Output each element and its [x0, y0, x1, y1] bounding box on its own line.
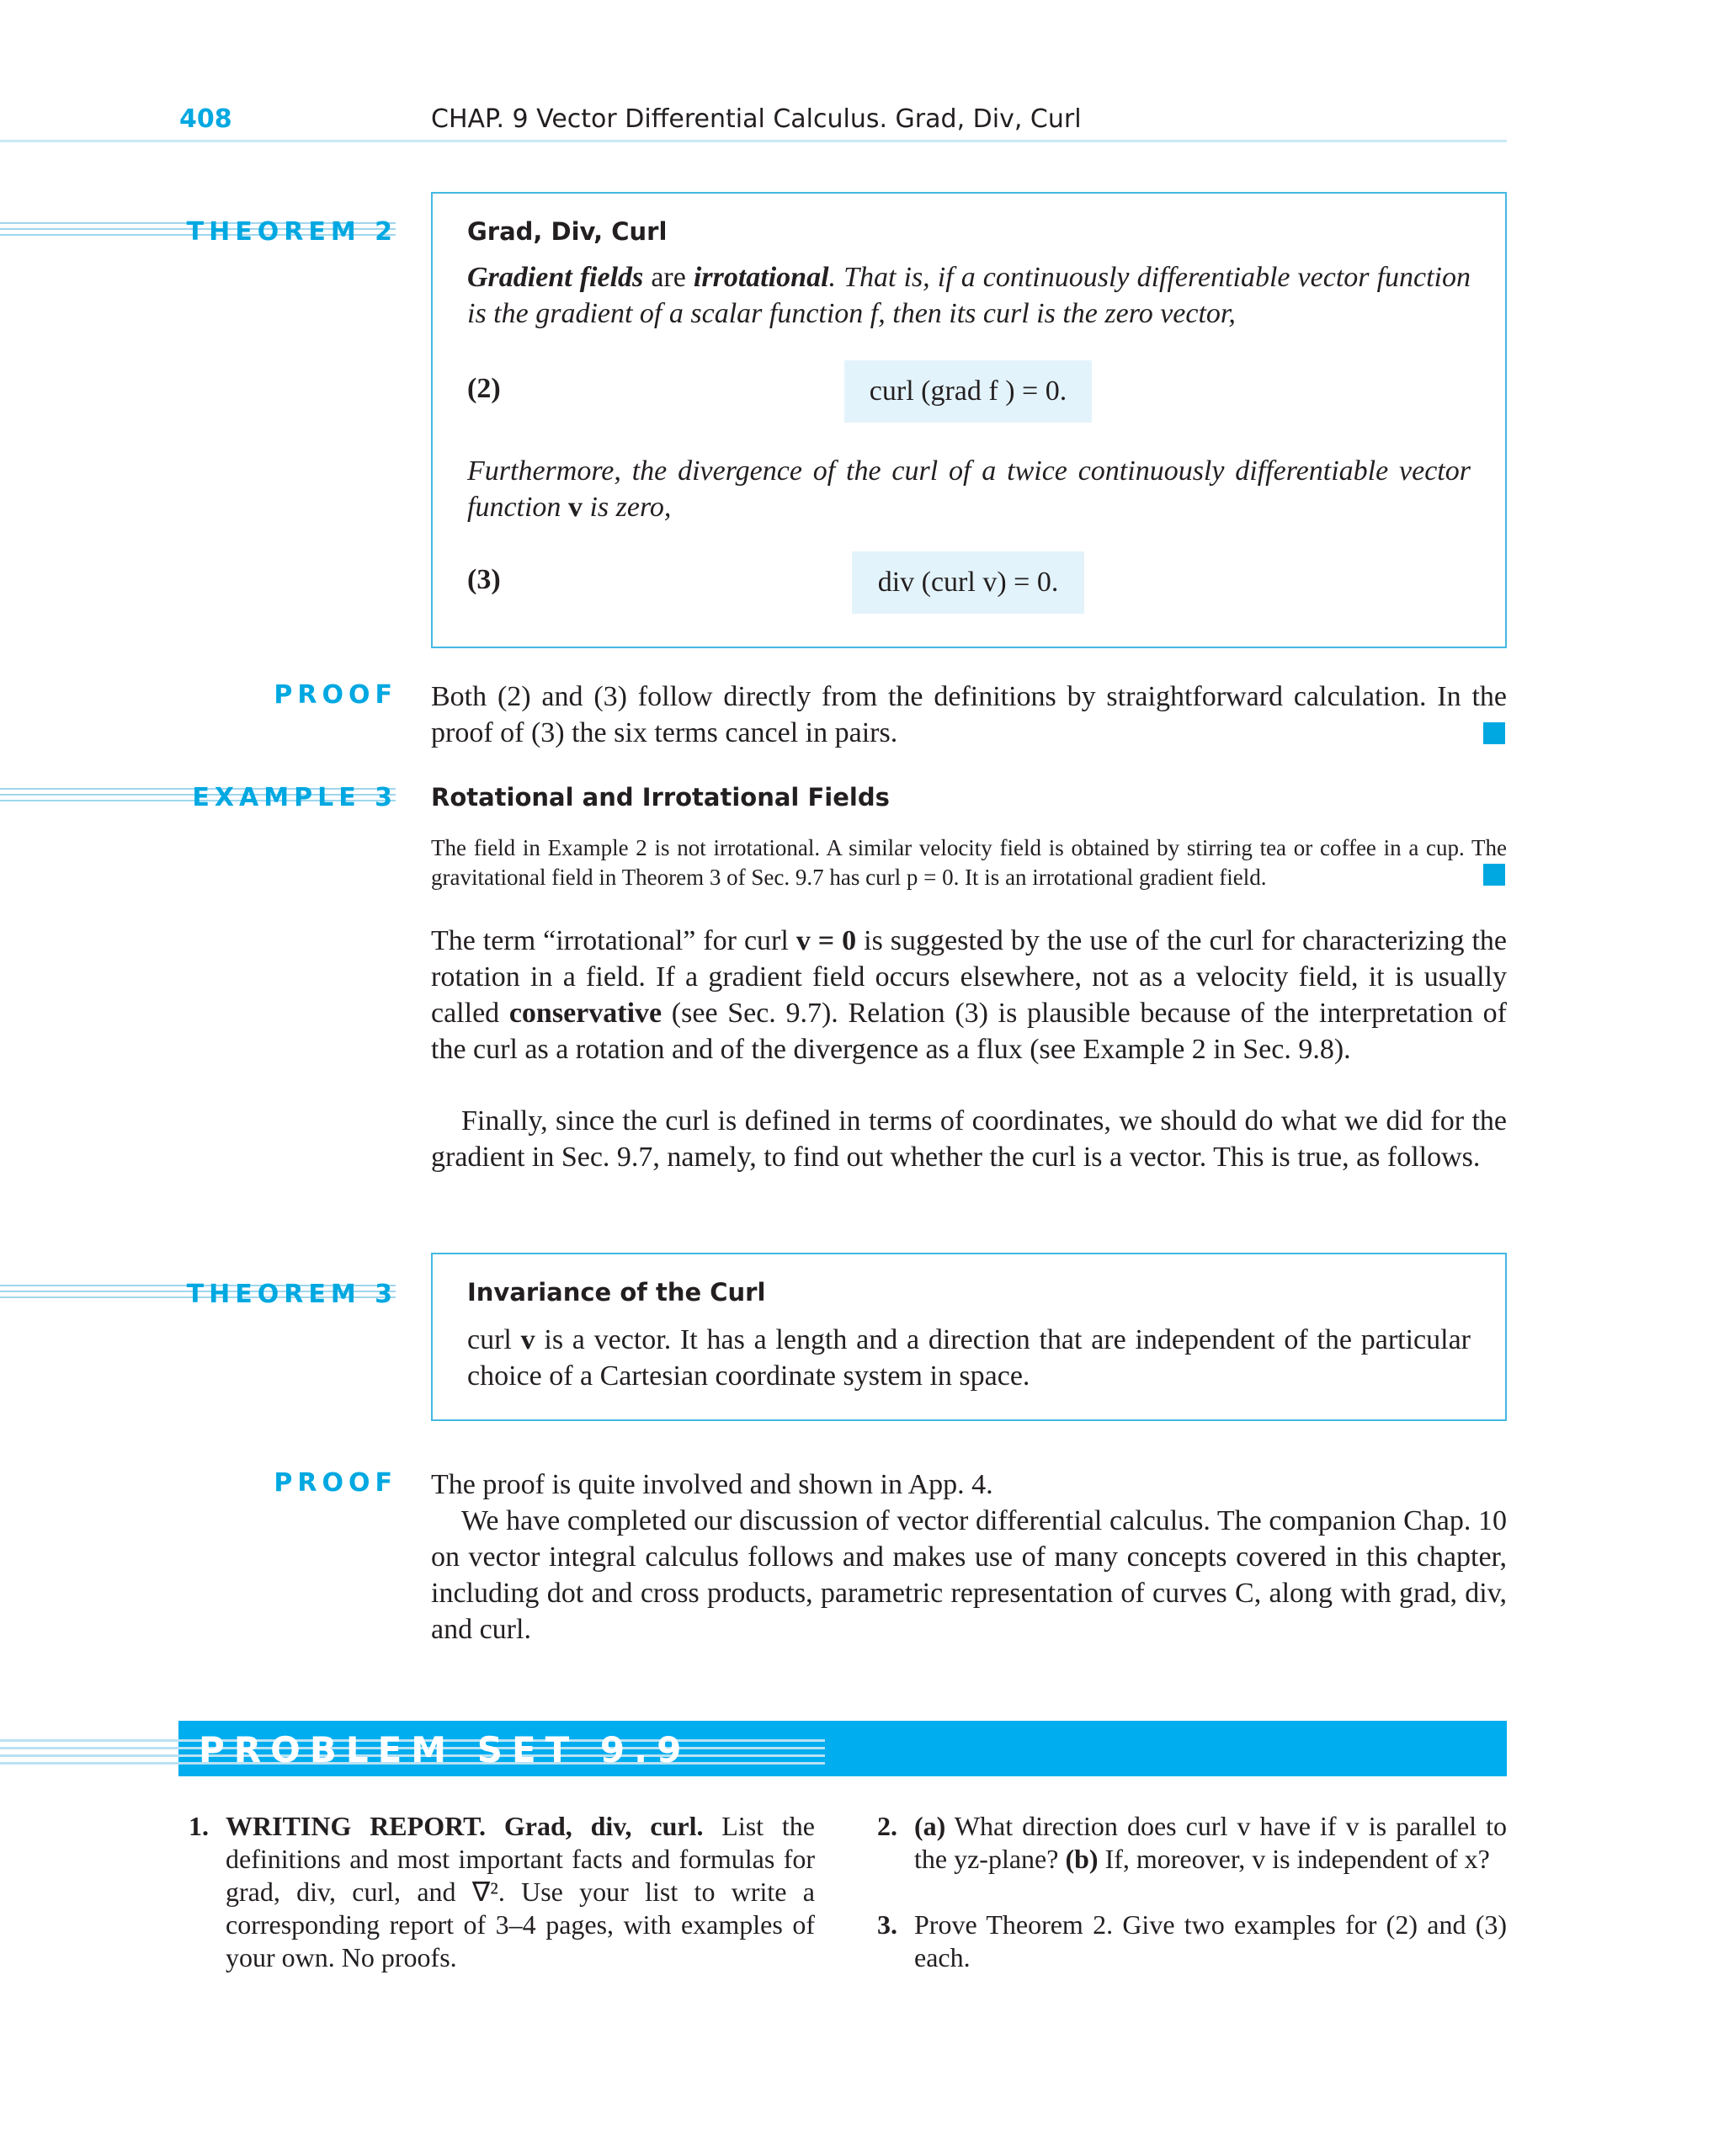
theorem2-statement-2 — [467, 453, 1471, 525]
vector-v: v — [567, 492, 583, 523]
theorem2-text1: . That is, if a continuously differentiable vector function is the gradient of a scalar function f, then its curl is the zero vector, — [467, 262, 1471, 329]
problem-1 — [189, 1810, 815, 1974]
proof2-text-2: We have completed our discussion of vector differential calculus. The companion Chap. 10 on vector integral calculus follows and makes use of many concepts covered in this chapter, including dot and cross products, parametric representation of curves C, along with grad, div, and curl. — [431, 1505, 1507, 1645]
problem-3-text: Prove Theorem 2. Give two examples for (2) and (3) each. — [914, 1909, 1507, 1972]
theorem2-text2a: Furthermore, the divergence of the curl of a twice continuously differentiable vector function — [467, 455, 1471, 523]
running-header: CHAP. 9 Vector Differential Calculus. Grad, Div, Curl — [431, 104, 1082, 134]
theorem2-label: THEOREM 2 — [186, 217, 397, 247]
proof1-label: PROOF — [274, 680, 397, 710]
problem-1-text: List the definitions and most important facts and formulas for grad, div, curl, and ∇². Use your list to write a corresponding report of 3–4 pages, with examples of your own. No proofs. — [226, 1811, 815, 1972]
problem-2-text-2: If, moreover, v is independent of x? — [1098, 1844, 1490, 1874]
theorem2-text2b: is zero, — [582, 492, 672, 523]
theorem3-text-b: is a vector. It has a length and a direction that are independent of the particular choice of a Cartesian coordinate system in space. — [467, 1324, 1471, 1392]
qed-square-2 — [1483, 864, 1505, 886]
header-rule — [0, 140, 1507, 142]
body1-text-b: is suggested by the use of the curl for characterizing the rotation in a field. If a gradient field occurs elsewhere, not as a velocity field, it is usually called — [431, 925, 1507, 1029]
body1-text-a: The term “irrotational” for curl — [431, 925, 796, 956]
page-number: 408 — [179, 104, 232, 134]
example3-text: The field in Example 2 is not irrotational. A similar velocity field is obtained by stirring tea or coffee in a cup. The gravitational field in Theorem 3 of Sec. 9.7 has curl p = 0. It is an irrotational gradient field. — [431, 835, 1507, 890]
theorem3-text — [467, 1322, 1471, 1394]
eq2-box: curl (grad f ) = 0. — [844, 360, 1092, 423]
term-conservative: conservative — [508, 998, 662, 1029]
theorem3-text-a: curl — [467, 1324, 521, 1355]
theorem2-statement — [467, 259, 1471, 332]
eq2-number: (2) — [467, 373, 501, 404]
term-irrotational: irrotational — [693, 262, 829, 293]
proof2-label: PROOF — [274, 1468, 397, 1498]
word-are: are — [643, 262, 694, 293]
problem-2 — [877, 1810, 1507, 1876]
problem-2-part-a: (a) — [914, 1811, 946, 1841]
eq3-number: (3) — [467, 564, 501, 595]
problem-1-heading: WRITING REPORT. Grad, div, curl. — [226, 1811, 704, 1841]
example3-label: EXAMPLE 3 — [192, 783, 397, 812]
problem-set-title: PROBLEM SET 9.9 — [199, 1729, 691, 1770]
theorem3-label: THEOREM 3 — [186, 1280, 397, 1309]
body1-text-c: (see Sec. 9.7). Relation (3) is plausible because of the interpretation of the curl as a rotation and of the divergence as a flux (see Example 2 in Sec. 9.8). — [431, 998, 1507, 1065]
curl-v-zero: v = 0 — [795, 925, 857, 956]
body-paragraph-2: Finally, since the curl is defined in terms of coordinates, we should do what we did for the gradient in Sec. 9.7, namely, to find out whether the curl is a vector. This is true, as follows. — [431, 1105, 1507, 1173]
proof2-text-1: The proof is quite involved and shown in App. 4. — [431, 1469, 993, 1500]
qed-square — [1483, 722, 1505, 744]
eq3-box: div (curl v) = 0. — [852, 551, 1084, 614]
problem-2-part-b: (b) — [1065, 1844, 1099, 1874]
theorem3-title: Invariance of the Curl — [467, 1278, 766, 1307]
problem-2-number: 2. — [877, 1811, 897, 1841]
problem-2-text-1: What direction does curl v have if v is parallel to the yz-plane? — [914, 1811, 1507, 1874]
example3-title: Rotational and Irrotational Fields — [431, 783, 890, 812]
problem-3 — [877, 1908, 1507, 1974]
problem-1-number: 1. — [189, 1811, 209, 1841]
vector-v-2: v — [520, 1324, 535, 1355]
theorem2-title: Grad, Div, Curl — [467, 217, 668, 246]
proof1-text: Both (2) and (3) follow directly from the definitions by straightforward calculation. In the proof of (3) the six terms cancel in pairs. — [431, 681, 1507, 748]
body-paragraph-1 — [431, 923, 1507, 1067]
problem-3-number: 3. — [877, 1909, 897, 1940]
term-gradient-fields: Gradient fields — [467, 262, 644, 293]
